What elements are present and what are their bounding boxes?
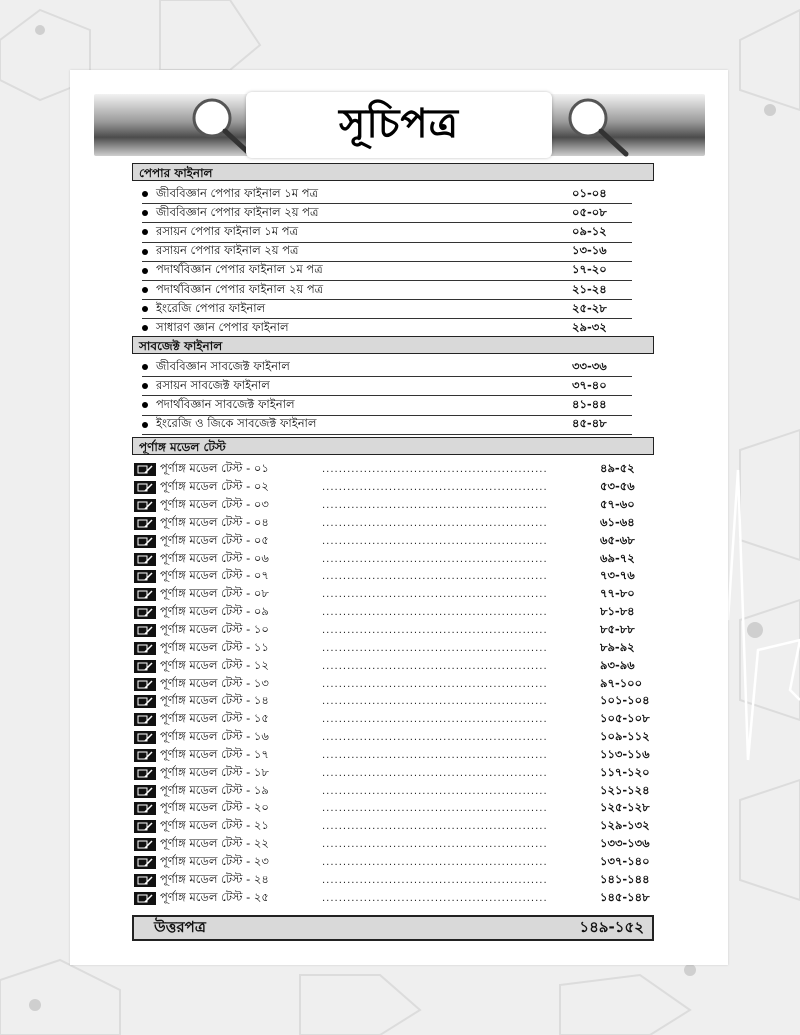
dot-leader: ...................................................... — [322, 482, 548, 494]
model-test-label: পূর্ণাঙ্গ মডেল টেস্ট - ১৪ — [160, 693, 269, 708]
model-test-row — [134, 782, 664, 800]
model-test-label: পূর্ণাঙ্গ মডেল টেস্ট - ১০ — [160, 622, 269, 637]
model-test-label: পূর্ণাঙ্গ মডেল টেস্ট - ০৫ — [160, 532, 269, 547]
dot-leader: ...................................................... — [322, 767, 548, 779]
item-label: পদার্থবিজ্ঞান পেপার ফাইনাল ১ম পত্র — [156, 262, 323, 277]
model-test-label: পূর্ণাঙ্গ মডেল টেস্ট - ২৫ — [160, 889, 269, 904]
pen-paper-icon — [134, 570, 156, 583]
model-test-pages: ১৪১-১৪৪ — [600, 871, 650, 886]
item-pages: ৩৩-৩৬ — [572, 358, 607, 373]
bullet-icon — [142, 325, 148, 331]
dot-leader: ...................................................... — [322, 660, 548, 672]
model-test-pages: ৬৫-৬৮ — [600, 532, 635, 547]
pen-paper-icon — [134, 517, 156, 530]
pen-paper-icon — [134, 535, 156, 548]
pen-paper-icon — [134, 553, 156, 566]
model-test-row — [134, 657, 664, 675]
model-test-label: পূর্ণাঙ্গ মডেল টেস্ট - ১৮ — [160, 764, 269, 779]
item-label: সাধারণ জ্ঞান পেপার ফাইনাল — [156, 319, 289, 334]
model-test-row — [134, 818, 664, 836]
model-test-label: পূর্ণাঙ্গ মডেল টেস্ট - ১৯ — [160, 782, 269, 797]
model-test-row — [134, 871, 664, 889]
model-test-row — [134, 639, 664, 657]
item-pages: ১৭-২০ — [572, 262, 607, 277]
dot-leader: ...................................................... — [322, 553, 548, 565]
model-test-pages: ১০৫-১০৮ — [600, 711, 650, 726]
model-test-label: পূর্ণাঙ্গ মডেল টেস্ট - ২০ — [160, 800, 269, 815]
subject-final-list — [142, 358, 632, 435]
model-test-label: পূর্ণাঙ্গ মডেল টেস্ট - ০৯ — [160, 604, 269, 619]
bullet-icon — [142, 364, 148, 370]
list-item — [142, 358, 632, 377]
item-pages: ৪৫-৪৮ — [572, 416, 607, 431]
model-test-label: পূর্ণাঙ্গ মডেল টেস্ট - ২১ — [160, 818, 269, 833]
model-test-pages: ১৩৭-১৪০ — [600, 853, 650, 868]
model-test-row — [134, 497, 664, 515]
model-test-label: পূর্ণাঙ্গ মডেল টেস্ট - ১৫ — [160, 711, 269, 726]
dot-leader: ...................................................... — [322, 589, 548, 601]
model-test-pages: ৪৯-৫২ — [600, 461, 635, 476]
dot-leader: ...................................................... — [322, 535, 548, 547]
bullet-icon — [142, 249, 148, 255]
dot-leader: ...................................................... — [322, 749, 548, 761]
dot-leader: ...................................................... — [322, 500, 548, 512]
bullet-icon — [142, 383, 148, 389]
model-test-row — [134, 515, 664, 533]
section-heading-paper-final: পেপার ফাইনাল — [132, 163, 654, 181]
list-item — [142, 262, 632, 281]
pen-paper-icon — [134, 820, 156, 833]
item-label: পদার্থবিজ্ঞান পেপার ফাইনাল ২য় পত্র — [156, 281, 324, 296]
model-test-row — [134, 550, 664, 568]
model-test-label: পূর্ণাঙ্গ মডেল টেস্ট - ০৪ — [160, 514, 269, 529]
item-pages: ২৯-৩২ — [572, 319, 607, 334]
model-test-row — [134, 622, 664, 640]
model-test-row — [134, 532, 664, 550]
model-test-label: পূর্ণাঙ্গ মডেল টেস্ট - ০৩ — [160, 497, 269, 512]
model-test-pages: ১২১-১২৪ — [600, 782, 650, 797]
model-test-row — [134, 854, 664, 872]
pen-paper-icon — [134, 642, 156, 655]
model-test-row — [134, 711, 664, 729]
pen-paper-icon — [134, 767, 156, 780]
answer-sheet-pages: ১৪৯-১৫২ — [579, 917, 644, 936]
item-pages: ০৯-১২ — [572, 223, 607, 238]
model-test-row — [134, 836, 664, 854]
list-item — [142, 396, 632, 415]
dot-leader: ...................................................... — [322, 464, 548, 476]
item-label: জীববিজ্ঞান পেপার ফাইনাল ১ম পত্র — [156, 185, 319, 200]
dot-leader: ...................................................... — [322, 714, 548, 726]
model-test-label: পূর্ণাঙ্গ মডেল টেস্ট - ২৩ — [160, 853, 269, 868]
item-pages: ৪১-৪৪ — [572, 396, 607, 411]
model-test-row — [134, 693, 664, 711]
model-test-row — [134, 764, 664, 782]
dot-leader: ...................................................... — [322, 874, 548, 886]
dot-leader: ...................................................... — [322, 785, 548, 797]
model-test-pages: ৭৩-৭৬ — [600, 568, 635, 583]
list-item — [142, 185, 632, 204]
model-test-pages: ৭৭-৮০ — [600, 586, 635, 601]
model-test-pages: ৬৯-৭২ — [600, 550, 635, 565]
item-pages: ০৫-০৮ — [572, 204, 607, 219]
item-label: ইংরেজি পেপার ফাইনাল — [156, 300, 266, 315]
answer-sheet-bar — [132, 915, 654, 941]
model-test-row — [134, 889, 664, 907]
pen-paper-icon — [134, 856, 156, 869]
bullet-icon — [142, 210, 148, 216]
pen-paper-icon — [134, 481, 156, 494]
item-pages: ১৩-১৬ — [572, 243, 607, 258]
item-pages: ৩৭-৪০ — [572, 377, 607, 392]
bullet-icon — [142, 402, 148, 408]
pen-paper-icon — [134, 624, 156, 637]
model-test-pages: ৫৭-৬০ — [600, 497, 635, 512]
list-item — [142, 204, 632, 223]
dot-leader: ...................................................... — [322, 892, 548, 904]
item-label: পদার্থবিজ্ঞান সাবজেক্ট ফাইনাল — [156, 396, 295, 411]
model-test-row — [134, 461, 664, 479]
pen-paper-icon — [134, 785, 156, 798]
answer-sheet-label: উত্তরপত্র — [154, 917, 206, 936]
item-pages: ০১-০৪ — [572, 185, 607, 200]
bullet-icon — [142, 287, 148, 293]
dot-leader: ...................................................... — [322, 821, 548, 833]
model-test-label: পূর্ণাঙ্গ মডেল টেস্ট - ০৭ — [160, 568, 269, 583]
pen-paper-icon — [134, 802, 156, 815]
model-test-row — [134, 586, 664, 604]
dot-leader: ...................................................... — [322, 839, 548, 851]
model-test-pages: ৮৯-৯২ — [600, 639, 635, 654]
item-label: রসায়ন পেপার ফাইনাল ২য় পত্র — [156, 243, 299, 258]
dot-leader: ...................................................... — [322, 803, 548, 815]
dot-leader: ...................................................... — [322, 642, 548, 654]
pen-paper-icon — [134, 463, 156, 476]
page-title: সূচিপত্র — [339, 99, 459, 147]
pen-paper-icon — [134, 660, 156, 673]
model-test-row — [134, 729, 664, 747]
bullet-icon — [142, 306, 148, 312]
model-test-pages: ১৩৩-১৩৬ — [600, 836, 650, 851]
list-item — [142, 281, 632, 300]
model-test-pages: ৯৭-১০০ — [600, 675, 643, 690]
model-test-pages: ১৪৫-১৪৮ — [600, 889, 650, 904]
item-label: রসায়ন সাবজেক্ট ফাইনাল — [156, 377, 270, 392]
model-test-pages: ১১৭-১২০ — [600, 764, 650, 779]
model-test-pages: ৯৩-৯৬ — [600, 657, 635, 672]
pen-paper-icon — [134, 892, 156, 905]
model-test-row — [134, 604, 664, 622]
pen-paper-icon — [134, 606, 156, 619]
paper-final-list — [142, 185, 632, 339]
list-item — [142, 223, 632, 242]
bullet-icon — [142, 268, 148, 274]
dot-leader: ...................................................... — [322, 517, 548, 529]
list-item — [142, 377, 632, 396]
model-test-row — [134, 479, 664, 497]
list-item — [142, 243, 632, 262]
item-label: জীববিজ্ঞান সাবজেক্ট ফাইনাল — [156, 358, 290, 373]
list-item — [142, 300, 632, 319]
model-test-row — [134, 675, 664, 693]
model-test-pages: ৮৫-৮৮ — [600, 622, 635, 637]
pen-paper-icon — [134, 838, 156, 851]
list-item — [142, 416, 632, 435]
model-test-row — [134, 568, 664, 586]
section-heading-model-test: পূর্ণাঙ্গ মডেল টেস্ট — [132, 437, 654, 455]
dot-leader: ...................................................... — [322, 856, 548, 868]
dot-leader: ...................................................... — [322, 607, 548, 619]
model-test-pages: ১২৫-১২৮ — [600, 800, 650, 815]
pen-paper-icon — [134, 749, 156, 762]
pen-paper-icon — [134, 731, 156, 744]
pen-paper-icon — [134, 678, 156, 691]
model-test-pages: ৮১-৮৪ — [600, 604, 635, 619]
model-test-label: পূর্ণাঙ্গ মডেল টেস্ট - ১১ — [160, 639, 269, 654]
model-test-label: পূর্ণাঙ্গ মডেল টেস্ট - ০২ — [160, 479, 269, 494]
model-test-row — [134, 747, 664, 765]
model-test-pages: ৬১-৬৪ — [600, 514, 635, 529]
model-test-label: পূর্ণাঙ্গ মডেল টেস্ট - ০৬ — [160, 550, 269, 565]
model-test-pages: ১১৩-১১৬ — [600, 746, 650, 761]
model-test-label: পূর্ণাঙ্গ মডেল টেস্ট - ১৬ — [160, 729, 269, 744]
dot-leader: ...................................................... — [322, 732, 548, 744]
pen-paper-icon — [134, 713, 156, 726]
dot-leader: ...................................................... — [322, 625, 548, 637]
model-test-label: পূর্ণাঙ্গ মডেল টেস্ট - ২২ — [160, 836, 269, 851]
dot-leader: ...................................................... — [322, 696, 548, 708]
model-test-label: পূর্ণাঙ্গ মডেল টেস্ট - ১৩ — [160, 675, 269, 690]
item-label: ইংরেজি ও জিকে সাবজেক্ট ফাইনাল — [156, 416, 317, 431]
pen-paper-icon — [134, 499, 156, 512]
item-label: জীববিজ্ঞান পেপার ফাইনাল ২য় পত্র — [156, 204, 319, 219]
model-test-pages: ৫৩-৫৬ — [600, 479, 635, 494]
model-test-label: পূর্ণাঙ্গ মডেল টেস্ট - ১২ — [160, 657, 269, 672]
bullet-icon — [142, 191, 148, 197]
pen-paper-icon — [134, 695, 156, 708]
item-pages: ২৫-২৮ — [572, 300, 607, 315]
item-pages: ২১-২৪ — [572, 281, 607, 296]
dot-leader: ...................................................... — [322, 571, 548, 583]
dot-leader: ...................................................... — [322, 678, 548, 690]
model-test-row — [134, 800, 664, 818]
model-test-label: পূর্ণাঙ্গ মডেল টেস্ট - ১৭ — [160, 746, 269, 761]
title-banner — [94, 94, 705, 156]
model-test-label: পূর্ণাঙ্গ মডেল টেস্ট - ০৮ — [160, 586, 269, 601]
model-test-label: পূর্ণাঙ্গ মডেল টেস্ট - ২৪ — [160, 871, 269, 886]
model-test-pages: ১০১-১০৪ — [600, 693, 650, 708]
magnifier-icon — [556, 96, 642, 158]
content-page — [70, 70, 728, 965]
bullet-icon — [142, 422, 148, 428]
item-label: রসায়ন পেপার ফাইনাল ১ম পত্র — [156, 223, 299, 238]
bullet-icon — [142, 229, 148, 235]
pen-paper-icon — [134, 588, 156, 601]
pen-paper-icon — [134, 874, 156, 887]
model-test-pages: ১০৯-১১২ — [600, 729, 650, 744]
model-test-list — [134, 461, 664, 907]
section-heading-subject-final: সাবজেক্ট ফাইনাল — [132, 336, 654, 354]
model-test-pages: ১২৯-১৩২ — [600, 818, 650, 833]
title-box — [246, 92, 552, 158]
model-test-label: পূর্ণাঙ্গ মডেল টেস্ট - ০১ — [160, 461, 269, 476]
